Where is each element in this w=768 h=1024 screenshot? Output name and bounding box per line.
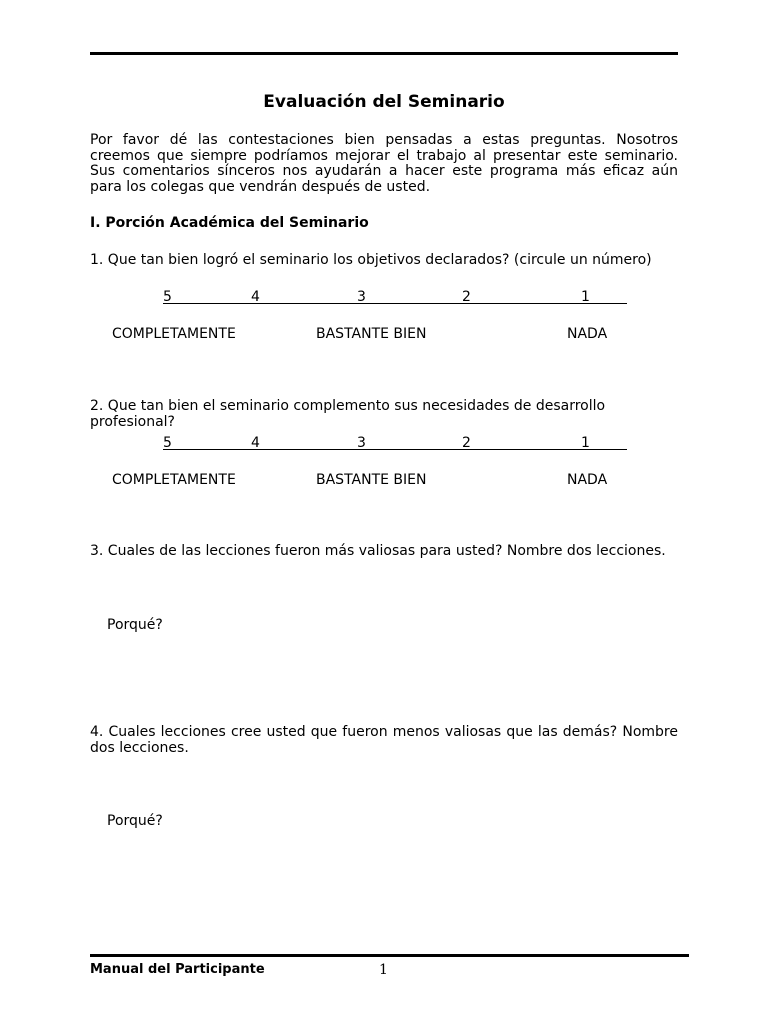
- label-completamente: COMPLETAMENTE: [112, 326, 236, 342]
- rating-5: 5: [163, 435, 172, 451]
- rating-1: 1: [581, 435, 590, 451]
- rating-2: 2: [462, 289, 471, 305]
- footer-label: Manual del Participante: [90, 962, 265, 977]
- rating-5: 5: [163, 289, 172, 305]
- bottom-rule: [90, 954, 689, 957]
- label-bastante-bien: BASTANTE BIEN: [316, 472, 427, 488]
- followup-porque-4: Porqué?: [107, 813, 163, 829]
- question-2: 2. Que tan bien el seminario complemento sus necesidades de desarrollo profesional?: [90, 398, 606, 430]
- top-rule: [90, 52, 678, 55]
- question-1: 1. Que tan bien logró el seminario los objetivos declarados? (circule un número): [90, 252, 652, 268]
- label-nada: NADA: [567, 326, 608, 342]
- section-heading: I. Porción Académica del Seminario: [90, 215, 369, 231]
- label-nada: NADA: [567, 472, 608, 488]
- question-3: 3. Cuales de las lecciones fueron más valiosas para usted? Nombre dos lecciones.: [90, 543, 666, 559]
- rating-1: 1: [581, 289, 590, 305]
- label-completamente: COMPLETAMENTE: [112, 472, 236, 488]
- followup-porque-3: Porqué?: [107, 617, 163, 633]
- page-number: 1: [379, 962, 388, 978]
- intro-paragraph: Por favor dé las contestaciones bien pensadas a estas preguntas. Nosotros creemos que siempre podríamos mejorar el trabajo al presentar este seminario. Sus comentarios sínceros nos ayudarán a hacer este programa más eficaz aún para los colegas que vendrán después de usted.: [90, 132, 678, 195]
- rating-line-1: [163, 303, 627, 304]
- rating-4: 4: [251, 289, 260, 305]
- rating-3: 3: [357, 435, 366, 451]
- question-4: 4. Cuales lecciones cree usted que fueron menos valiosas que las demás? Nombre dos lecciones.: [90, 724, 678, 756]
- label-bastante-bien: BASTANTE BIEN: [316, 326, 427, 342]
- page-title: Evaluación del Seminario: [263, 92, 505, 112]
- rating-3: 3: [357, 289, 366, 305]
- rating-line-2: [163, 449, 627, 450]
- rating-2: 2: [462, 435, 471, 451]
- rating-4: 4: [251, 435, 260, 451]
